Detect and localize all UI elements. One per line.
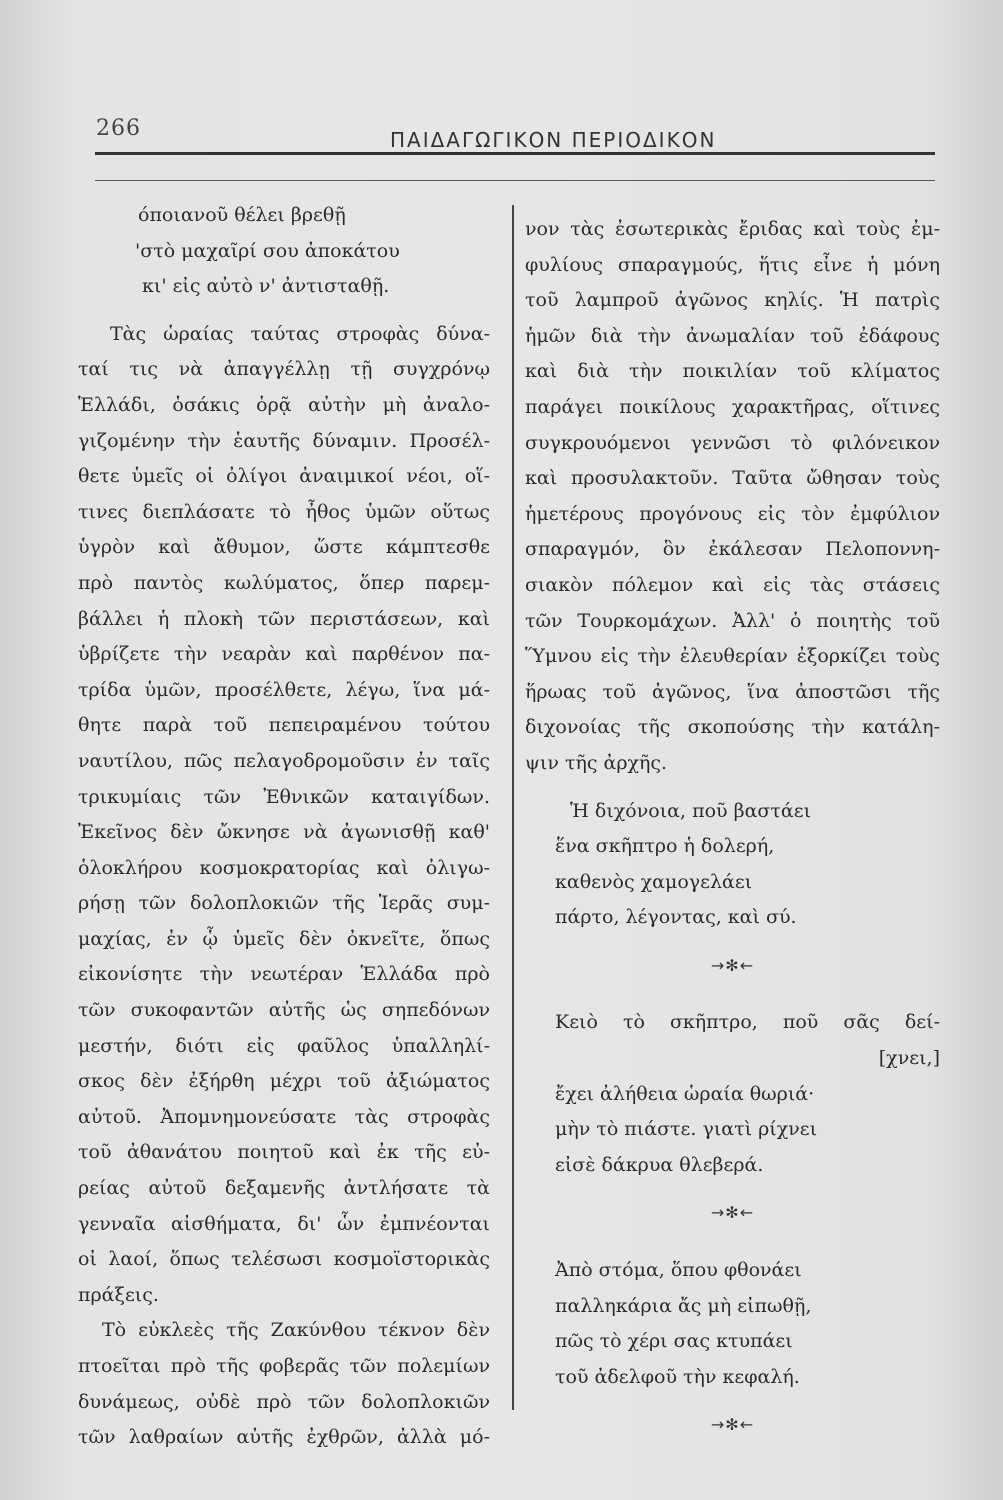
text-line: ὑγρὸν καὶ ἄθυμον, ὥστε κάμπτεσθε	[78, 536, 490, 559]
text-line: γενναῖα αἰσθήματα, δι' ὧν ἐμπνέονται	[78, 1212, 490, 1235]
verse-line: καθενὸς χαμογελάει	[555, 870, 753, 893]
verse-line: παλληκάρια ἄς μὴ εἰπωθῇ,	[555, 1294, 812, 1317]
text-line: μαχίας, ἐν ᾧ ὑμεῖς δὲν ὀκνεῖτε, ὅπως	[78, 927, 490, 950]
verse-line: Ἡ διχόνοια, ποῦ βαστάει	[570, 799, 812, 822]
text-line: οἱ λαοί, ὅπως τελέσωσι κοσμοϊστορικὰς	[78, 1248, 490, 1271]
text-line: τοῦ ἀθανάτου ποιητοῦ καὶ ἐκ τῆς εὐ-	[78, 1141, 490, 1164]
text-line: φυλίους σπαραγμούς, ἥτις εἶνε ἡ μόνη	[525, 253, 940, 276]
text-line: σπαραγμόν, ὃν ἐκάλεσαν Πελοποννη-	[525, 538, 940, 561]
verse-line: 'στὸ μαχαῖρί σου ἀποκάτου	[135, 239, 400, 262]
left-column	[60, 198, 490, 1456]
text-line: ὁλοκλήρου κοσμοκρατορίας καὶ ὀλιγω-	[78, 856, 490, 879]
stanza-1	[525, 794, 940, 936]
running-head: ΠΑΙΔΑΓΩΓΙΚΟΝ ΠΕΡΙΟΔΙΚΟΝ	[390, 128, 717, 152]
text-line: τρικυμίαις τῶν Ἐθνικῶν καταιγίδων.	[78, 785, 490, 808]
verse-continuation: [χνει,]	[878, 1047, 940, 1070]
verse-line: ἕνα σκῆπτρο ἡ δολερή,	[555, 835, 775, 858]
text-line: δυνάμεως, οὐδὲ πρὸ τῶν δολοπλοκιῶν	[78, 1390, 490, 1413]
left-paragraph-2	[60, 1313, 490, 1455]
text-line: σιακὸν πόλεμον καὶ εἰς τὰς στάσεις	[525, 573, 940, 596]
verse-line: πάρτο, λέγοντας, καὶ σύ.	[555, 906, 797, 929]
text-line: Τὰς ὡραίας ταύτας στροφὰς δύνα-	[110, 322, 490, 345]
verse-line: ἔχει ἀλήθεια ὡραία θωριά·	[555, 1082, 815, 1105]
verse-line: Ἀπὸ στόμα, ὅπου φθονάει	[555, 1259, 802, 1282]
text-line: ταί τις νὰ ἀπαγγέλλῃ τῇ συγχρόνῳ	[78, 358, 490, 381]
header-rule	[95, 152, 935, 155]
stanza-2	[525, 1005, 940, 1183]
text-line: ρείας αὐτοῦ δεξαμενῆς ἀντλήσατε τὰ	[78, 1177, 490, 1200]
text-line: πτοεῖται πρὸ τῆς φοβερᾶς τῶν πολεμίων	[78, 1355, 490, 1377]
text-line: Ὕμνου εἰς τὴν ἐλευθερίαν ἐξορκίζει τοὺς	[525, 645, 940, 668]
right-paragraph	[525, 212, 940, 782]
verse-line: Κειὸ τὸ σκῆπτρο, ποῦ σᾶς δεί-	[555, 1011, 940, 1034]
ornament-divider: →✻←	[710, 1203, 755, 1223]
text-line: ψιν τῆς ἀρχῆς.	[525, 751, 668, 774]
ornament-divider: →✻←	[710, 1415, 755, 1435]
stanza-3	[525, 1253, 940, 1395]
text-line: καὶ διὰ τὴν ποικιλίαν τοῦ κλίματος	[525, 360, 940, 383]
verse-line: μὴν τὸ πιάστε. γιατὶ ρίχνει	[555, 1118, 818, 1141]
text-line: τινες διεπλάσατε τὸ ἦθος ὑμῶν οὕτως	[78, 500, 490, 523]
text-line: Ἐκεῖνος δὲν ὤκνησε νὰ ἀγωνισθῇ καθ'	[78, 821, 490, 844]
text-line: ἥρωας τοῦ ἀγῶνος, ἵνα ἀποστῶσι τῆς	[525, 680, 940, 703]
text-line: συγκρουόμενοι γεννῶσι τὸ φιλόνεικον	[525, 431, 940, 454]
text-line: Τὸ εὐκλεὲς τῆς Ζακύνθου τέκνον δὲν	[102, 1319, 490, 1342]
text-line: καὶ προσυλακτοῦν. Ταῦτα ὤθησαν τοὺς	[525, 467, 940, 490]
text-line: βάλλει ἡ πλοκὴ τῶν περιστάσεων, καὶ	[78, 607, 490, 630]
text-line: θητε παρὰ τοῦ πεπειραμένου τούτου	[78, 714, 490, 737]
text-line: ἡμῶν διὰ τὴν ἀνωμαλίαν τοῦ ἐδάφους	[525, 324, 940, 347]
text-line: ἡμετέρους προγόνους εἰς τὸν ἐμφύλιον	[525, 502, 940, 525]
text-line: διχονοίας τῆς σκοπούσης τὴν κατάλη-	[525, 716, 940, 739]
text-line: τοῦ λαμπροῦ ἀγῶνος κηλίς. Ἡ πατρὶς	[525, 289, 940, 312]
text-line: πράξεις.	[78, 1283, 159, 1306]
text-line: τῶν Τουρκομάχων. Ἀλλ' ὁ ποιητὴς τοῦ	[525, 609, 940, 632]
text-line: γιζομένην τὴν ἑαυτῆς δύναμιν. Προσέλ-	[78, 429, 490, 452]
ornament-divider: →✻←	[710, 955, 755, 975]
verse-line: κι' εἰς αὐτὸ ν' ἀντισταθῇ.	[142, 275, 390, 298]
text-line: αὐτοῦ. Ἀπομνημονεύσατε τὰς στροφὰς	[78, 1105, 490, 1128]
text-line: ναυτίλου, πῶς πελαγοδρομοῦσιν ἐν ταῖς	[78, 749, 490, 772]
left-paragraph-1	[60, 317, 490, 1314]
text-line: πρὸ παντὸς κωλύματος, ὅπερ παρεμ-	[78, 571, 490, 594]
text-line: θετε ὑμεῖς οἱ ὀλίγοι ἀναιμικοί νέοι, οἵ-	[78, 465, 490, 488]
verse-line: όποιανοῦ θέλει βρεθῇ	[138, 204, 346, 226]
left-verse	[60, 198, 490, 305]
text-line: νον τὰς ἐσωτερικὰς ἔριδας καὶ τοὺς ἐμ-	[525, 218, 940, 240]
verse-line: εἰσὲ δάκρυα θλεβερά.	[555, 1153, 764, 1176]
text-line: ρήσῃ τῶν δολοπλοκιῶν τῆς Ἱερᾶς συμ-	[78, 892, 490, 915]
text-line: Ἑλλάδι, ὁσάκις ὁρᾷ αὐτὴν μὴ ἀναλο-	[78, 393, 490, 416]
text-line: παράγει ποικίλους χαρακτῆρας, οἵτινες	[525, 395, 940, 418]
text-line: τρίδα ὑμῶν, προσέλθετε, λέγω, ἵνα μά-	[78, 678, 490, 701]
text-line: μεστήν, διότι εἰς φαῦλος ὑπαλληλί-	[78, 1034, 490, 1057]
text-line: εἰκονίσητε τὴν νεωτέραν Ἑλλάδα πρὸ	[78, 963, 490, 986]
verse-line: πῶς τὸ χέρι σας κτυπάει	[555, 1330, 793, 1353]
verse-line: τοῦ ἀδελφοῦ τὴν κεφαλή.	[555, 1365, 800, 1388]
header-rule-thin	[95, 180, 935, 181]
page-number: 266	[96, 116, 141, 141]
text-line: σκος δὲν ἐξήρθη μέχρι τοῦ ἀξιώματος	[78, 1070, 490, 1093]
text-line: ὑβρίζετε τὴν νεαρὰν καὶ παρθένον πα-	[78, 643, 490, 666]
text-line: τῶν συκοφαντῶν αὐτῆς ὡς σηπεδόνων	[78, 999, 490, 1022]
text-line: τῶν λαθραίων αὐτῆς ἐχθρῶν, ἀλλὰ μό-	[78, 1426, 490, 1449]
column-divider	[512, 205, 514, 1410]
right-column	[525, 212, 940, 1443]
